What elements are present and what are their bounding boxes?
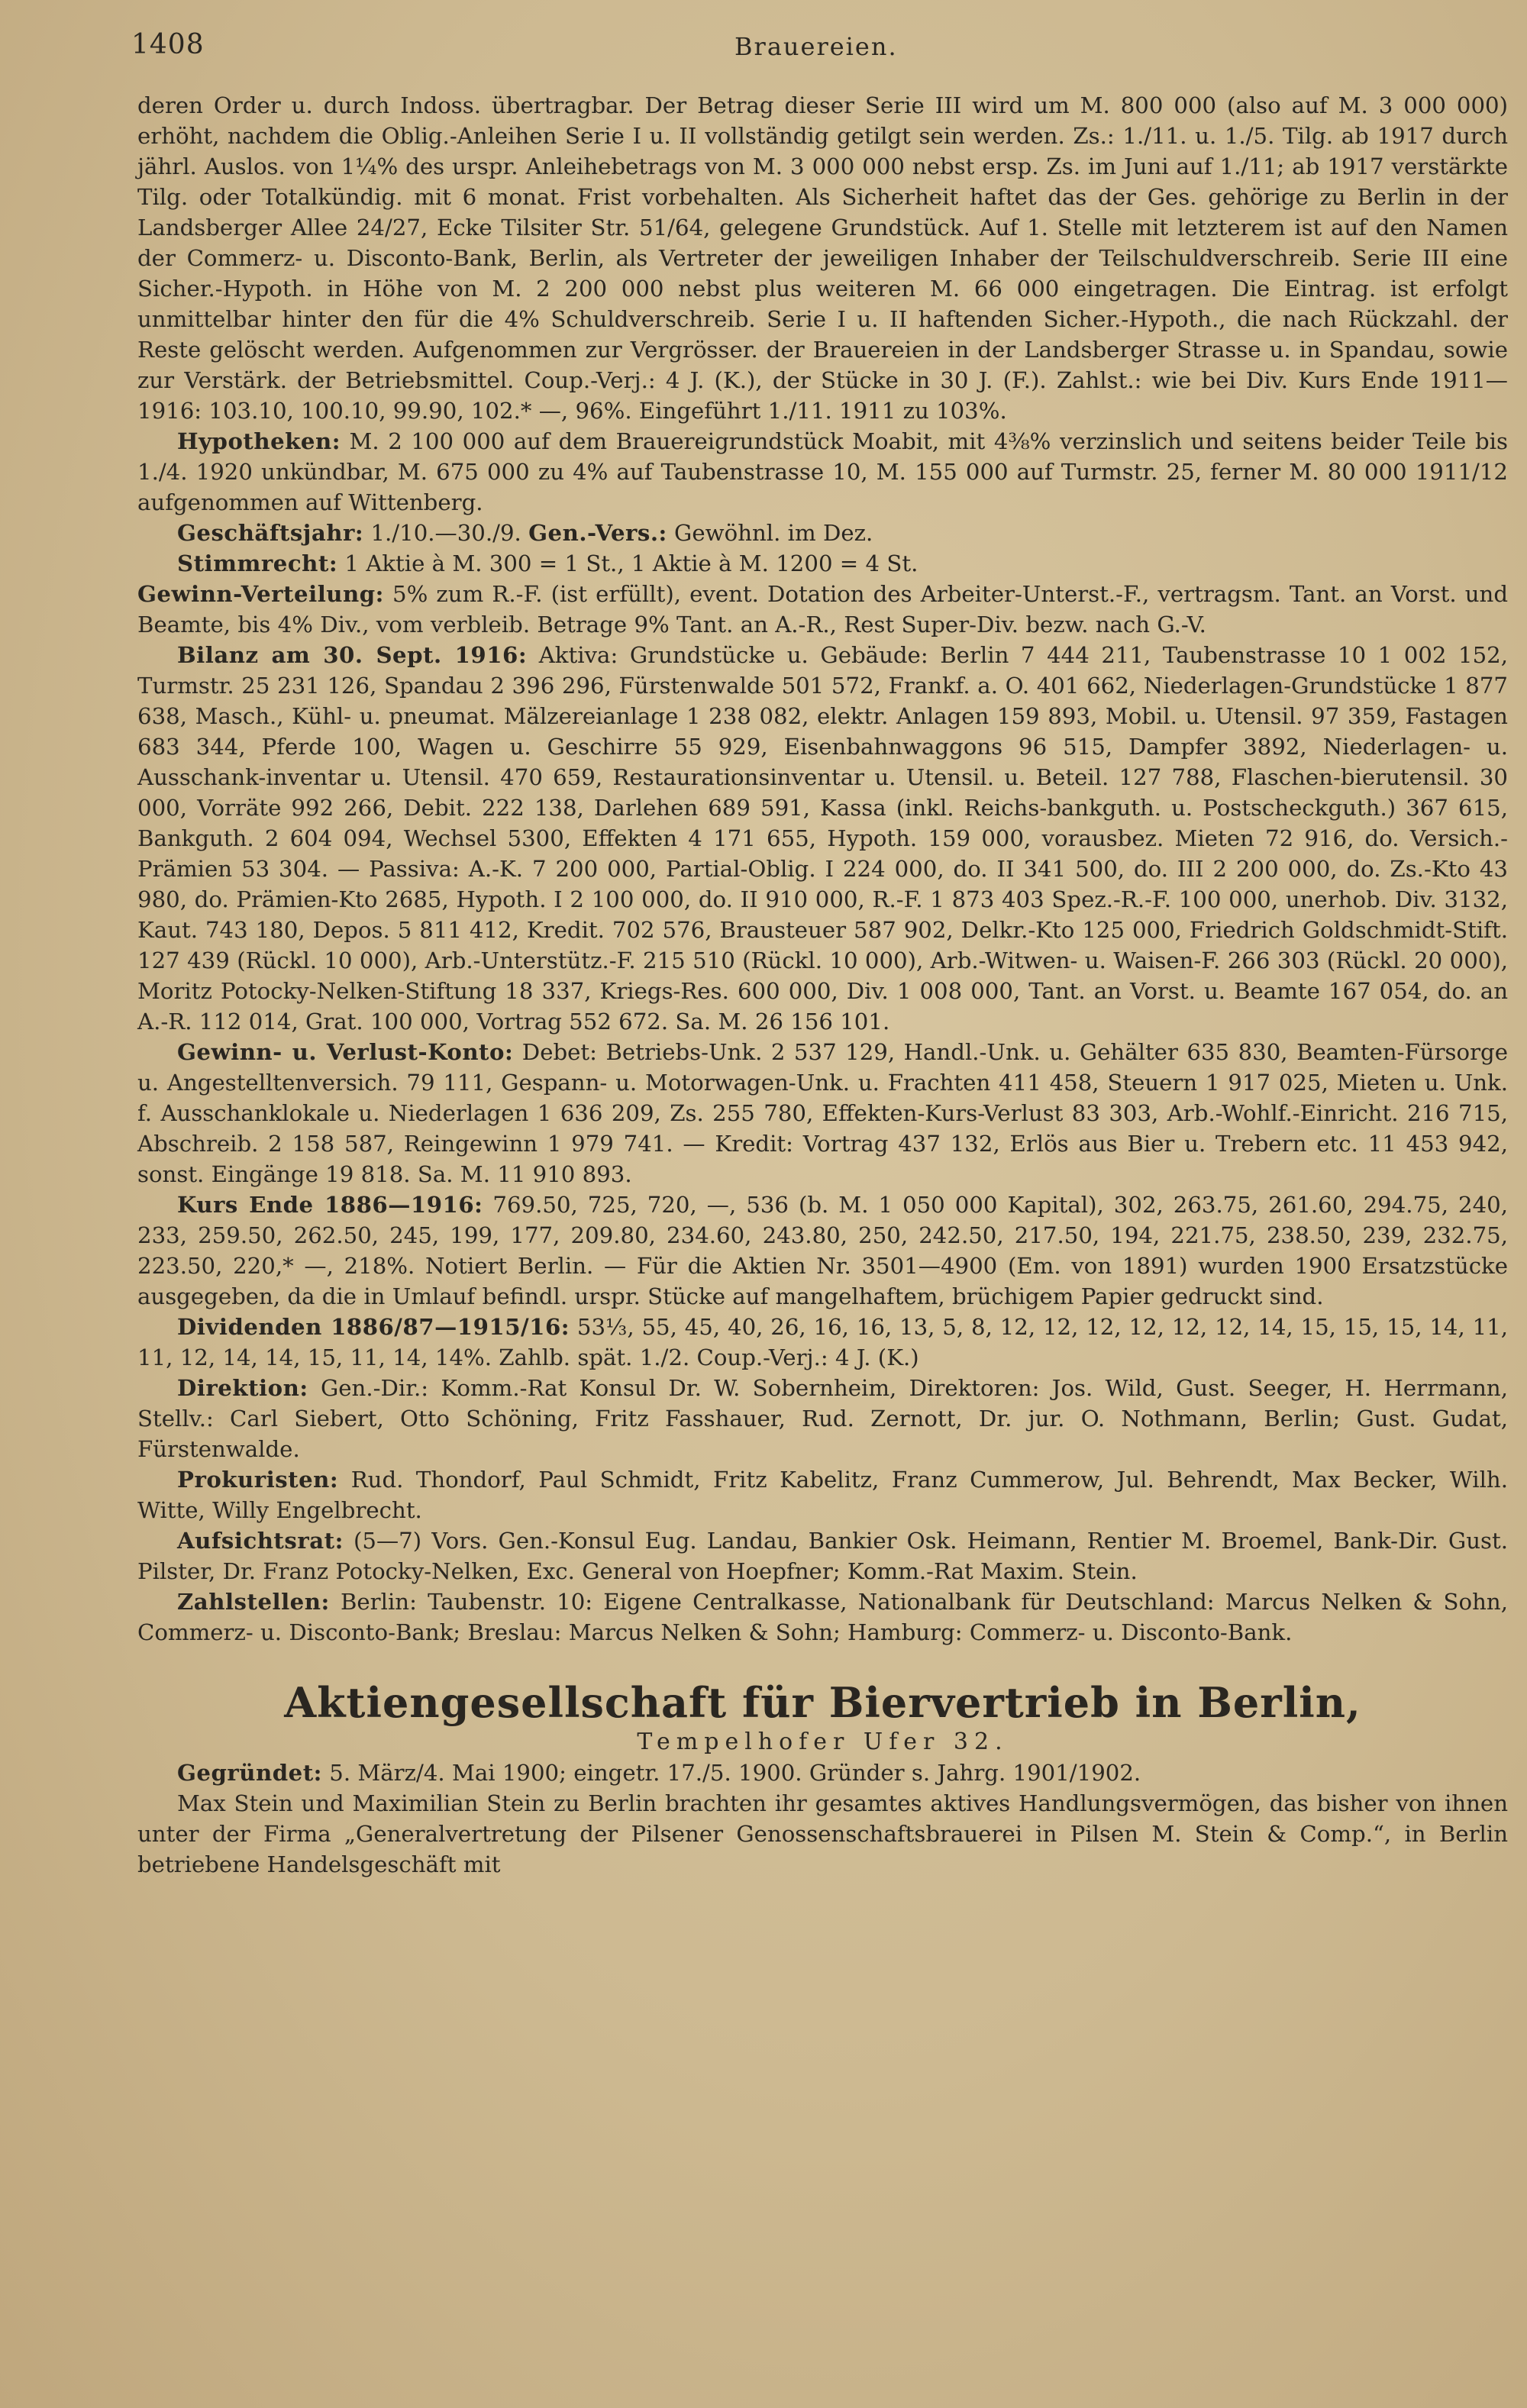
zahlstellen-text: Berlin: Taubenstr. 10: Eigene Centralkasse, Nationalbank für Deutschland: Marcus Nelken & Sohn, Commerz- u. Disconto-Bank; Breslau: Marcus Nelken & Sohn; Hamburg: Commerz- u. Disconto-Bank. xyxy=(137,1589,1508,1645)
aufsichtsrat-label: Aufsichtsrat: xyxy=(177,1528,344,1554)
kurs-label: Kurs Ende 1886—1916: xyxy=(177,1192,483,1218)
dividenden-text: 53⅓, 55, 45, 40, 26, 16, 16, 13, 5, 8, 12, 12, 12, 12, 12, 12, 14, 15, 15, 15, 14, 11, 11, 12, 14, 14, 15, 11, 14, 14%. Zahlb. spät. 1./2. Coup.-Verj.: 4 J. (K.) xyxy=(137,1314,1508,1370)
aufsichtsrat-paragraph xyxy=(137,1525,1508,1587)
kurs-text: 769.50, 725, 720, —, 536 (b. M. 1 050 000 Kapital), 302, 263.75, 261.60, 294.75, 240, 233, 259.50, 262.50, 245, 199, 177, 209.80, 234.60, 243.80, 250, 242.50, 217.50, 194, 221.75, 238.50, 239, 232.75, 223.50, 220,* —, 218%. Notiert Berlin. — Für die Aktien Nr. 3501—4900 (Em. von 1891) wurden 1900 Ersatzstücke ausgegeben, da die in Umlauf befindl. urspr. Stücke auf mangelhaftem, brüchigem Papier gedruckt sind. xyxy=(137,1192,1508,1309)
gewinn-verlust-paragraph xyxy=(137,1037,1508,1189)
page-header xyxy=(131,29,1521,67)
aufsichtsrat-text: (5—7) Vors. Gen.-Konsul Eug. Landau, Bankier Osk. Heimann, Rentier M. Broemel, Bank-Dir. Gust. Pilster, Dr. Franz Potocky-Nelken, Exc. General von Hoepfner; Komm.-Rat Maxim. Stein. xyxy=(137,1528,1508,1584)
gen-vers-label: Gen.-Vers.: xyxy=(528,520,667,546)
dividenden-label: Dividenden 1886/87—1915/16: xyxy=(177,1314,570,1340)
geschaeftsjahr-text: 1./10.—30./9. xyxy=(370,520,521,546)
geschaeftsjahr-label: Geschäftsjahr: xyxy=(177,520,364,546)
bilanz-label: Bilanz am 30. Sept. 1916: xyxy=(177,642,528,668)
geschaeftsjahr-paragraph xyxy=(137,518,1508,548)
kurs-paragraph xyxy=(137,1189,1508,1312)
gen-vers-text: Gewöhnl. im Dez. xyxy=(674,520,873,546)
prokuristen-text: Rud. Thondorf, Paul Schmidt, Fritz Kabelitz, Franz Cummerow, Jul. Behrendt, Max Becker, Wilh. Witte, Willy Engelbrecht. xyxy=(137,1467,1508,1523)
stimmrecht-paragraph xyxy=(137,548,1508,579)
company-body: Max Stein und Maximilian Stein zu Berlin brachten ihr gesamtes aktives Handlungsvermögen, das bisher von ihnen unter der Firma „Generalvertretung der Pilsener Genossenschaftsbrauerei in Pilsen M. Stein & Comp.“, in Berlin betriebene Handelsgeschäft mit xyxy=(137,1790,1508,1877)
running-head: Brauereien. xyxy=(734,32,898,61)
hypotheken-text: M. 2 100 000 auf dem Brauereigrundstück Moabit, mit 4⅜% verzinslich und seitens beider Teile bis 1./4. 1920 unkündbar, M. 675 000 zu 4% auf Taubenstrasse 10, M. 155 000 auf Turmstr. 25, ferner M. 80 000 1911/12 aufgenommen auf Wittenberg. xyxy=(137,428,1508,515)
gewinn-verteilung-paragraph xyxy=(137,579,1508,640)
page-number: 1408 xyxy=(131,29,205,60)
zahlstellen-paragraph xyxy=(137,1587,1508,1648)
gegruendet-text: 5. März/4. Mai 1900; eingetr. 17./5. 1900. Gründer s. Jahrg. 1901/1902. xyxy=(329,1760,1141,1786)
stimmrecht-text: 1 Aktie à M. 300 = 1 St., 1 Aktie à M. 1200 = 4 St. xyxy=(344,550,918,576)
gegruendet-label: Gegründet: xyxy=(177,1760,322,1786)
prokuristen-paragraph xyxy=(137,1464,1508,1525)
hypotheken-label: Hypotheken: xyxy=(177,428,341,454)
gegruendet-paragraph xyxy=(137,1758,1508,1788)
prokuristen-label: Prokuristen: xyxy=(177,1467,339,1493)
dividenden-paragraph xyxy=(137,1312,1508,1373)
section-intro: deren Order u. durch Indoss. übertragbar. Der Betrag dieser Serie III wird um M. 800 000 (also auf M. 3 000 000) erhöht, nachdem die Oblig.-Anleihen Serie I u. II vollständig getilgt sein werden. Zs.: 1./11. u. 1./5. Tilg. ab 1917 durch jährl. Auslos. von 1¼% des urspr. Anleihebetrags von M. 3 000 000 nebst ersp. Zs. im Juni auf 1./11; ab 1917 verstärkte Tilg. oder Totalkündig. mit 6 monat. Frist vorbehalten. Als Sicherheit haftet das der Ges. gehörige zu Berlin in der Landsberger Allee 24/27, Ecke Tilsiter Str. 51/64, gelegene Grundstück. Auf 1. Stelle mit letzterem ist auf den Namen der Commerz- u. Disconto-Bank, Berlin, als Vertreter der jeweiligen Inhaber der Teilschuldverschreib. Serie III eine Sicher.-Hypoth. in Höhe von M. 2 200 000 nebst plus weiteren M. 66 000 eingetragen. Die Eintrag. ist erfolgt unmittelbar hinter den für die 4% Schuldverschreib. Serie I u. II haftenden Sicher.-Hypoth., die nach Rückzahl. der Reste gelöscht werden. Aufgenommen zur Vergrösser. der Brauereien in der Landsberger Strasse u. in Spandau, sowie zur Verstärk. der Betriebsmittel. Coup.-Verj.: 4 J. (K.), der Stücke in 30 J. (F.). Zahlst.: wie bei Div. Kurs Ende 1911—1916: 103.10, 100.10, 99.90, 102.* —, 96%. Eingeführt 1./11. 1911 zu 103%. xyxy=(137,92,1508,424)
stimmrecht-label: Stimmrecht: xyxy=(177,550,338,576)
company-title: Aktiengesellschaft für Biervertrieb in Berlin, xyxy=(284,1678,1361,1727)
direktion-paragraph xyxy=(137,1373,1508,1464)
direktion-label: Direktion: xyxy=(177,1375,308,1401)
gewinn-verlust-text: Debet: Betriebs-Unk. 2 537 129, Handl.-Unk. u. Gehälter 635 830, Beamten-Fürsorge u. Angestelltenversich. 79 111, Gespann- u. Motorwagen-Unk. u. Frachten 411 458, Steuern 1 917 025, Mieten u. Unk. f. Ausschanklokale u. Niederlagen 1 636 209, Zs. 255 780, Effekten-Kurs-Verlust 83 303, Arb.-Wohlf.-Einricht. 216 715, Abschreib. 2 158 587, Reingewinn 1 979 741. — Kredit: Vortrag 437 132, Erlös aus Bier u. Trebern etc. 11 453 942, sonst. Eingänge 19 818. Sa. M. 11 910 893. xyxy=(137,1039,1508,1187)
zahlstellen-label: Zahlstellen: xyxy=(177,1589,330,1615)
page-content xyxy=(137,90,1508,1880)
company-address: Tempelhofer Ufer 32. xyxy=(637,1729,1009,1755)
gewinn-verteilung-text: 5% zum R.-F. (ist erfüllt), event. Dotation des Arbeiter-Unterst.-F., vertragsm. Tant. an Vorst. und Beamte, bis 4% Div., vom verbleib. Betrage 9% Tant. an A.-R., Rest Super-Div. bezw. nach G.-V. xyxy=(137,581,1509,638)
gewinn-verlust-label: Gewinn- u. Verlust-Konto: xyxy=(177,1039,514,1065)
direktion-text: Gen.-Dir.: Komm.-Rat Konsul Dr. W. Sobernheim, Direktoren: Jos. Wild, Gust. Seeger, H. Herrmann, Stellv.: Carl Siebert, Otto Schöning, Fritz Fasshauer, Rud. Zernott, Dr. jur. O. Nothmann, Berlin; Gust. Gudat, Fürstenwalde. xyxy=(137,1375,1509,1462)
gewinn-verteilung-label: Gewinn-Verteilung: xyxy=(137,581,384,607)
hypotheken-paragraph xyxy=(137,426,1508,518)
bilanz-paragraph xyxy=(137,640,1508,1037)
bilanz-text: Aktiva: Grundstücke u. Gebäude: Berlin 7 444 211, Taubenstrasse 10 1 002 152, Turmstr. 25 231 126, Spandau 2 396 296, Fürstenwalde 501 572, Frankf. a. O. 401 662, Niederlagen-Grundstücke 1 877 638, Masch., Kühl- u. pneumat. Mälzereianlage 1 238 082, elektr. Anlagen 159 893, Mobil. u. Utensil. 97 359, Fastagen 683 344, Pferde 100, Wagen u. Geschirre 55 929, Eisenbahnwaggons 96 515, Dampfer 3892, Niederlagen- u. Ausschank-inventar u. Utensil. 470 659, Restaurationsinventar u. Utensil. u. Beteil. 127 788, Flaschen-bierutensil. 30 000, Vorräte 992 266, Debit. 222 138, Darlehen 689 591, Kassa (inkl. Reichs-bankguth. u. Postscheckguth.) 367 615, Bankguth. 2 604 094, Wechsel 5300, Effekten 4 171 655, Hypoth. 159 000, vorausbez. Mieten 72 916, do. Versich.-Prämien 53 304. — Passiva: A.-K. 7 200 000, Partial-Oblig. I 224 000, do. II 341 500, do. III 2 200 000, do. Zs.-Kto 43 980, do. Prämien-Kto 2685, Hypoth. I 2 100 000, do. II 910 000, R.-F. 1 873 403 Spez.-R.-F. 100 000, unerhob. Div. 3132, Kaut. 743 180, Depos. 5 811 412, Kredit. 702 576, Brausteuer 587 902, Delkr.-Kto 125 000, Friedrich Goldschmidt-Stift. 127 439 (Rückl. 10 000), Arb.-Unterstütz.-F. 215 510 (Rückl. 10 000), Arb.-Witwen- u. Waisen-F. 266 303 (Rückl. 20 000), Moritz Potocky-Nelken-Stiftung 18 337, Kriegs-Res. 600 000, Div. 1 008 000, Tant. an Vorst. u. Beamte 167 054, do. an A.-R. 112 014, Grat. 100 000, Vortrag 552 672. Sa. M. 26 156 101. xyxy=(137,642,1509,1035)
